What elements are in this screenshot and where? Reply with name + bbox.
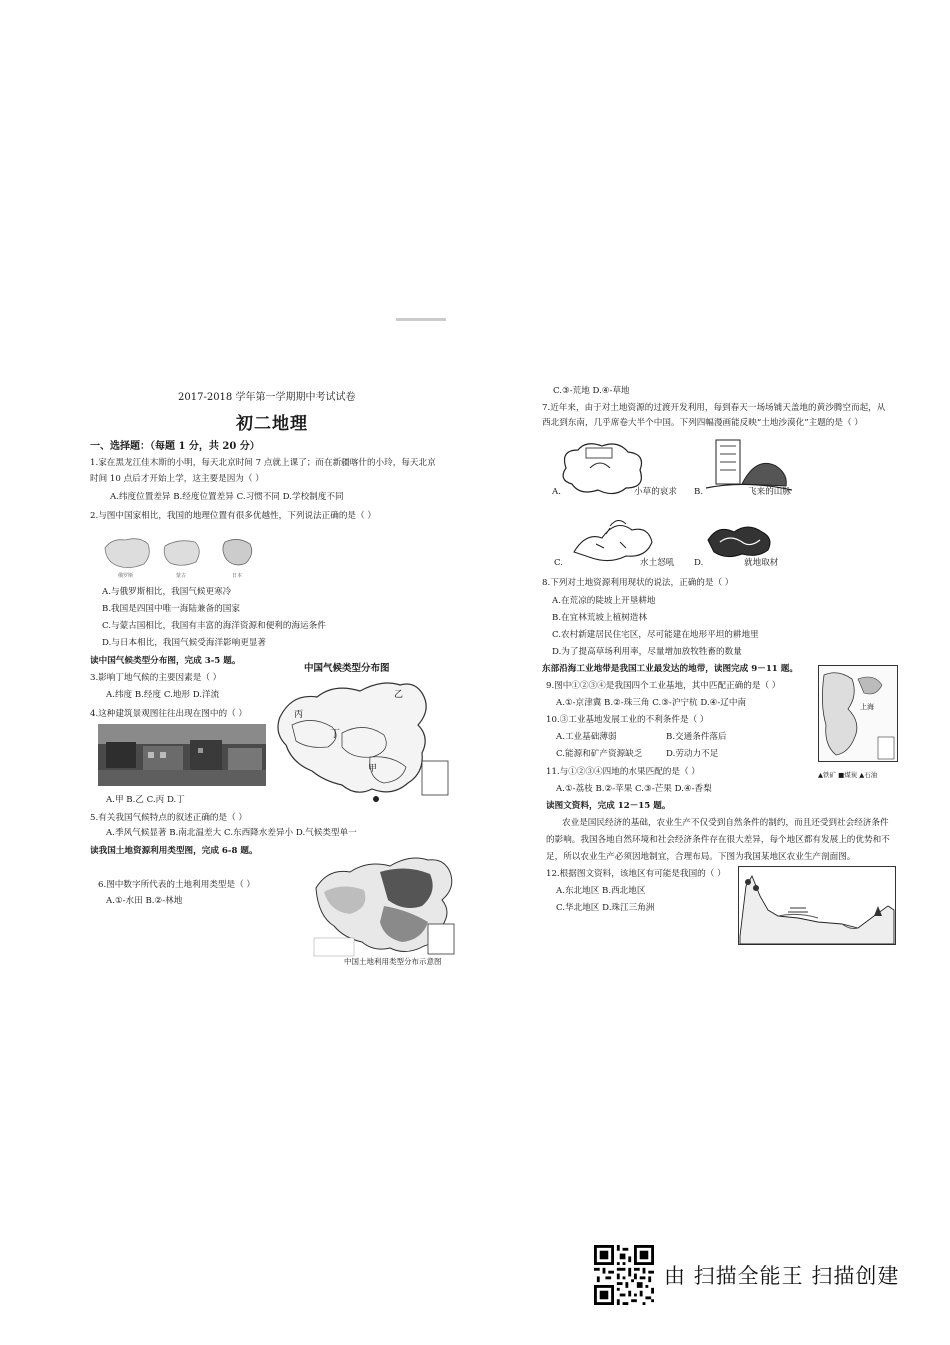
read-instruction-4: 读图文资料，完成 12－15 题。 — [546, 801, 671, 811]
q8-option-d: D.为了提高草场利用率，尽量增加放牧牲畜的数量 — [552, 647, 742, 657]
q11-stem: 11.与①②③④四地的水果匹配的是（ ） — [546, 767, 700, 777]
industry-map — [818, 665, 898, 769]
read-instruction-3: 东部沿海工业地带是我国工业最发达的地带，读图完成 9－11 题。 — [542, 664, 798, 674]
q4-options: A.甲 B.乙 C.丙 D.丁 — [106, 795, 185, 805]
map-label-bing: 丙 — [294, 710, 304, 720]
q7-d-caption: 就地取材 — [744, 558, 779, 568]
q11-options: A.①-荔枝 B.②-苹果 C.③-芒果 D.④-香梨 — [556, 784, 712, 794]
q12-options-ab: A.东北地区 B.西北地区 — [556, 886, 646, 896]
mongolia-map — [164, 541, 199, 566]
para-line3: 足，所以农业生产必须因地制宜，合理布局。下图为我国某地区农业生产剖面图。 — [546, 852, 856, 862]
exam-title: 2017-2018 学年第一学期期中考试试卷 — [178, 392, 356, 403]
cartoon-d — [704, 522, 776, 560]
q10-option-b: B.交通条件落后 — [666, 732, 727, 742]
climate-map — [272, 675, 452, 805]
q3-stem: 3.影响丁地气候的主要因素是（ ） — [90, 673, 222, 683]
q7-a-letter: A. — [552, 487, 561, 497]
q9-options: A.①-京津冀 B.②-珠三角 C.③-沪宁杭 D.④-辽中南 — [556, 698, 747, 708]
q10-option-a: A.工业基础薄弱 — [556, 732, 617, 742]
q10-option-d: D.劳动力不足 — [666, 749, 719, 759]
q2-option-c: C.与蒙古国相比，我国有丰富的海洋资源和便利的海运条件 — [102, 621, 326, 631]
svg-text:蒙古: 蒙古 — [176, 573, 187, 579]
section-heading: 一、选择题：（每题 1 分，共 20 分） — [90, 441, 260, 452]
para-line2: 的影响。我国各地自然环境和社会经济条件存在很大差异，每个地区都有发展上的优势和不 — [546, 835, 890, 845]
q6-options-cont: C.③-荒地 D.④-草地 — [553, 386, 630, 396]
land-use-map-caption: 中国土地利用类型分布示意图 — [344, 957, 442, 966]
cartoon-b — [706, 436, 792, 494]
q9-stem: 9.图中①②③④是我国四个工业基地，其中匹配正确的是（ ） — [546, 681, 781, 691]
qr-code-icon — [594, 1245, 654, 1305]
subject-title: 初二地理 — [236, 414, 308, 434]
industry-map-legend: ▲铁矿 ■煤炭 ▲石油 — [818, 771, 878, 779]
read-instruction-1: 读中国气候类型分布图，完成 3-5 题。 — [90, 656, 241, 666]
q8-option-a: A.在荒凉的陡坡上开垦耕地 — [552, 596, 656, 606]
q2-stem: 2.与图中国家相比，我国的地理位置有很多优越性，下列说法正确的是（ ） — [90, 511, 376, 521]
q5-stem: 5.有关我国气候特点的叙述正确的是（ ） — [90, 813, 248, 823]
q10-stem: 10.③工业基地发展工业的不利条件是（ ） — [546, 715, 709, 725]
map-label-jia: 甲 — [368, 764, 378, 774]
svg-text:俄罗斯: 俄罗斯 — [118, 573, 134, 579]
building-photo — [98, 724, 266, 786]
q4-stem: 4.这种建筑景观图往往出现在图中的（ ） — [90, 709, 248, 719]
read-instruction-2: 读我国土地资源利用类型图，完成 6-8 题。 — [90, 846, 258, 856]
q7-c-letter: C. — [554, 558, 564, 568]
q1-line2: 时间 10 点后才开始上学，这主要是因为（ ） — [90, 474, 264, 484]
q2-option-d: D.与日本相比，我国气候受海洋影响更显著 — [102, 638, 267, 648]
q3-options: A.纬度 B.经度 C.地形 D.洋流 — [106, 690, 220, 700]
land-use-map — [310, 852, 458, 960]
q8-option-b: B.在宜林荒坡上植树造林 — [552, 613, 647, 623]
q2-option-b: B.我国是四国中唯一海陆兼备的国家 — [102, 604, 240, 614]
q7-b-caption: 飞来的山脉 — [748, 487, 791, 497]
q1-line1: 1.家在黑龙江佳木斯的小明，每天北京时间 7 点就上课了；而在新疆喀什的小玲，每天北京 — [90, 458, 436, 468]
q8-stem: 8.下列对土地资源利用现状的说法，正确的是（ ） — [542, 578, 734, 588]
q10-option-c: C.能源和矿产资源缺乏 — [556, 749, 643, 759]
q6-options: A.①-水田 B.②-林地 — [106, 896, 183, 906]
q12-options-cd: C.华北地区 D.珠江三角洲 — [556, 903, 655, 913]
japan-map — [223, 539, 252, 564]
agriculture-profile-diagram — [738, 866, 896, 946]
scan-artifact — [396, 318, 446, 321]
cartoon-c — [566, 512, 658, 564]
scanner-watermark: 由 扫描全能王 扫描创建 — [664, 1264, 900, 1288]
q7-line2: 西北到东南，几乎席卷大半个中国。下列四幅漫画能反映“土地沙漠化”主题的是（ ） — [542, 418, 863, 428]
country-maps-figure — [100, 530, 260, 580]
q2-option-a: A.与俄罗斯相比，我国气候更寒冷 — [102, 587, 232, 597]
climate-map-title: 中国气候类型分布图 — [304, 663, 390, 674]
q7-a-caption: 小草的哀求 — [634, 487, 677, 497]
svg-text:日本: 日本 — [232, 573, 243, 579]
q12-stem: 12.根据图文资料，该地区有可能是我国的（ ） — [546, 869, 726, 879]
q7-line1: 7.近年来，由于对土地资源的过渡开发利用，每到春天一场场铺天盖地的黄沙腾空而起，从 — [542, 403, 886, 413]
q1-options: A.纬度位置差异 B.经度位置差异 C.习惯不同 D.学校制度不同 — [110, 492, 344, 502]
russia-map — [105, 539, 149, 568]
q8-option-c: C.农村新建居民住宅区，尽可能建在地形平坦的耕地里 — [552, 630, 759, 640]
map-label-ding: 丁 — [330, 729, 340, 740]
q5-options: A.季风气候显著 B.南北温差大 C.东西降水差异小 D.气候类型单一 — [106, 828, 357, 838]
industry-map-label-shanghai: 上海 — [860, 703, 874, 711]
map-label-yi: 乙 — [394, 690, 404, 700]
para-line1: 农业是国民经济的基础，农业生产不仅受到自然条件的制约，而且还受到社会经济条件 — [562, 818, 889, 828]
q7-c-caption: 水土怒吼 — [640, 558, 675, 568]
q7-b-letter: B. — [694, 487, 704, 497]
q6-stem: 6.图中数字所代表的土地利用类型是（ ） — [98, 880, 256, 890]
q7-d-letter: D. — [694, 558, 704, 568]
